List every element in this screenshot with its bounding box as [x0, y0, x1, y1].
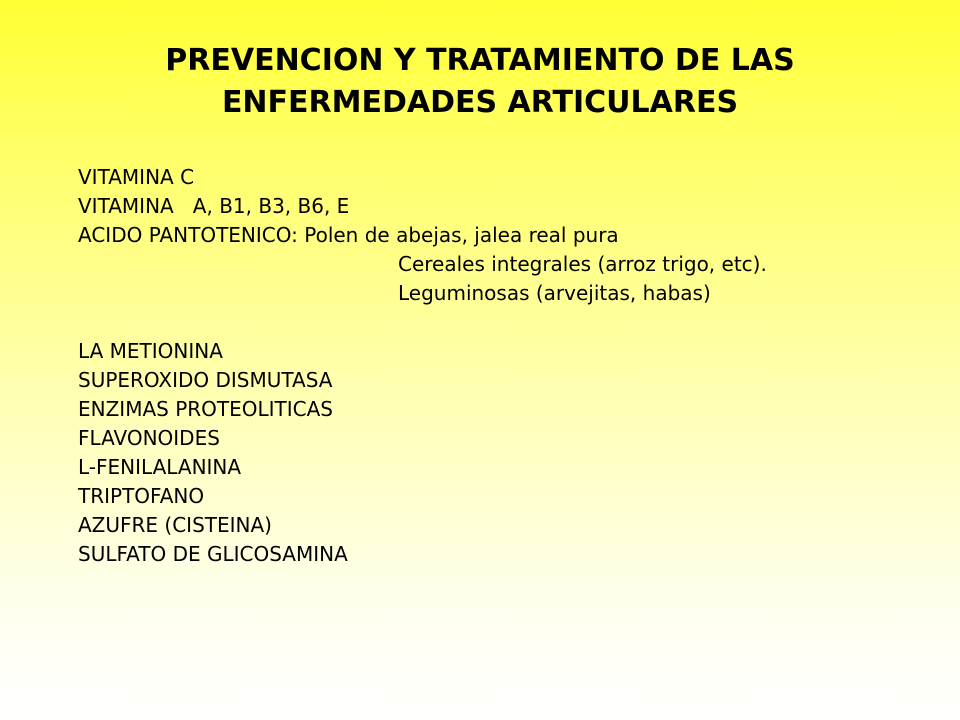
body-line-indented: Leguminosas (arvejitas, habas) — [398, 281, 711, 305]
body-line: L-FENILALANINA — [78, 455, 242, 479]
body-line: ENZIMAS PROTEOLITICAS — [78, 397, 333, 421]
body-line: FLAVONOIDES — [78, 426, 220, 450]
slide-title — [40, 40, 920, 124]
body-line: ACIDO PANTOTENICO: Polen de abejas, jalea real pura — [78, 223, 619, 247]
title-line-1: PREVENCION Y TRATAMIENTO DE LAS — [165, 43, 795, 78]
body-line: VITAMINA C — [78, 165, 195, 189]
title-line-2: ENFERMEDADES ARTICULARES — [221, 85, 739, 120]
spacer — [78, 308, 938, 337]
body-line: SUPEROXIDO DISMUTASA — [78, 368, 333, 392]
body-line: AZUFRE (CISTEINA) — [78, 513, 272, 537]
body-line: TRIPTOFANO — [78, 484, 205, 508]
body-line: VITAMINA A, B1, B3, B6, E — [78, 194, 350, 218]
slide-body — [78, 163, 938, 569]
body-line: LA METIONINA — [78, 339, 223, 363]
body-line: SULFATO DE GLICOSAMINA — [78, 542, 348, 566]
body-line-indented: Cereales integrales (arroz trigo, etc). — [398, 252, 767, 276]
